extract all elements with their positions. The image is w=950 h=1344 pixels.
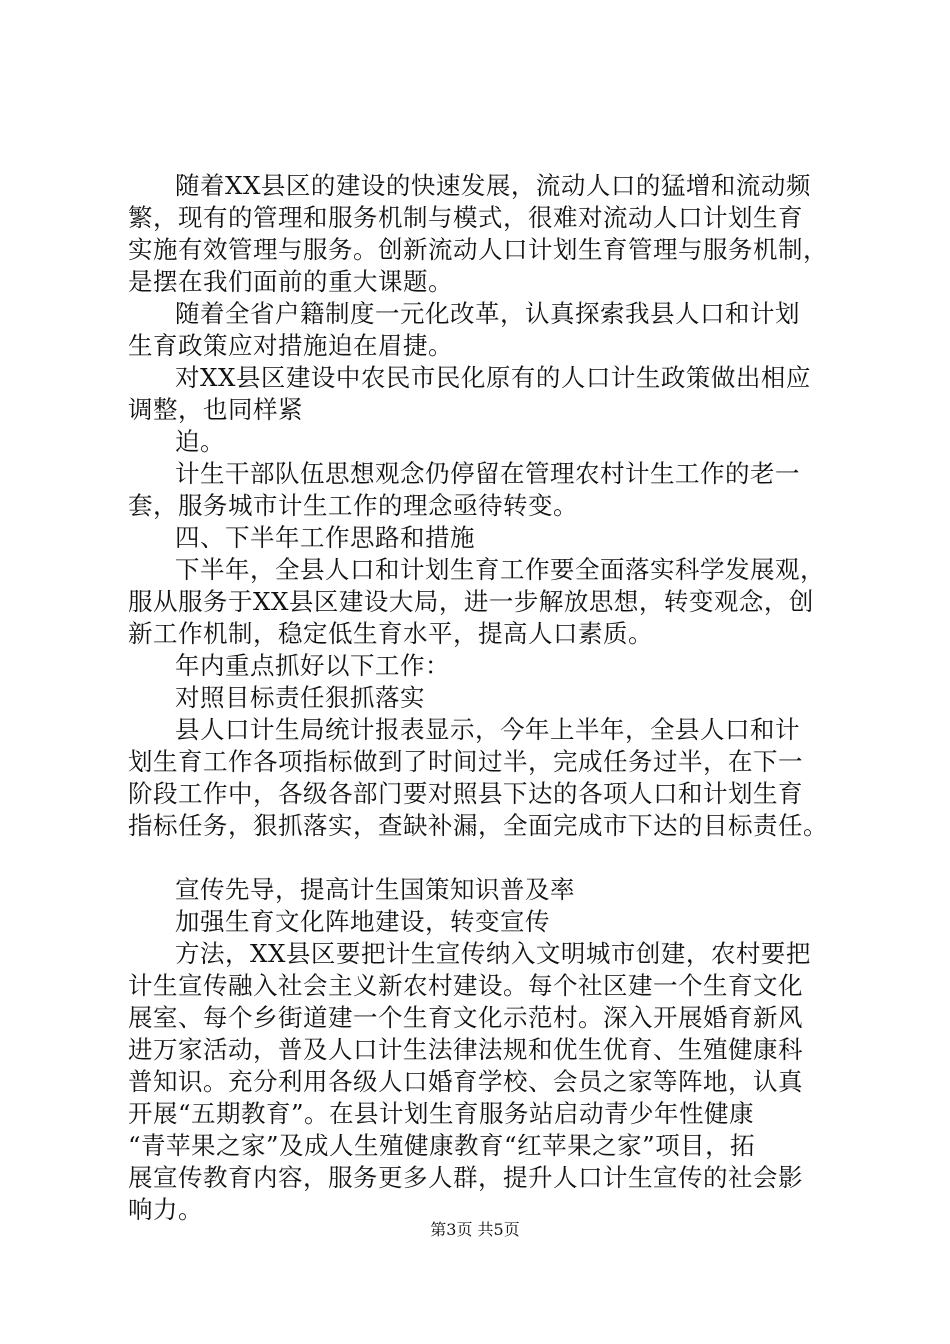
text-line: 随着XX县区的建设的快速发展，流动人口的猛增和流动频 xyxy=(175,171,811,200)
text-line: 调整，也同样紧 xyxy=(128,395,303,424)
blank-line xyxy=(128,842,848,874)
text-line: 指标任务，狠抓落实，查缺补漏，全面完成市下达的目标责任。 xyxy=(128,811,828,840)
text-line: 响力。 xyxy=(128,1195,203,1224)
text-line: 宣传先导，提高计生国策知识普及率 xyxy=(175,875,575,904)
text-line: 是摆在我们面前的重大课题。 xyxy=(128,267,453,296)
text-line: 繁，现有的管理和服务机制与模式，很难对流动人口计划生育 xyxy=(128,203,803,232)
text-line: 四、下半年工作思路和措施 xyxy=(175,523,475,552)
text-line: 方法，XX县区要把计生宣传纳入文明城市创建，农村要把 xyxy=(175,939,811,968)
text-line: 开展“五期教育”。在县计划生育服务站启动青少年性健康 xyxy=(128,1099,755,1128)
text-line: 展宣传教育内容，服务更多人群，提升人口计生宣传的社会影 xyxy=(128,1163,803,1192)
text-line: 随着全省户籍制度一元化改革，认真探索我县人口和计划 xyxy=(175,299,800,328)
text-line: “青苹果之家”及成人生殖健康教育“红苹果之家”项目，拓 xyxy=(128,1131,756,1160)
text-line: 普知识。充分利用各级人口婚育学校、会员之家等阵地，认真 xyxy=(128,1067,803,1096)
text-line: 下半年，全县人口和计划生育工作要全面落实科学发展观， xyxy=(175,555,825,584)
text-line: 新工作机制，稳定低生育水平，提高人口素质。 xyxy=(128,619,653,648)
text-line: 对XX县区建设中农民市民化原有的人口计生政策做出相应 xyxy=(175,363,811,392)
text-line: 计生宣传融入社会主义新农村建设。每个社区建一个生育文化 xyxy=(128,971,803,1000)
text-line: 加强生育文化阵地建设，转变宣传 xyxy=(175,907,550,936)
text-line: 年内重点抓好以下工作： xyxy=(175,651,450,680)
text-line: 对照目标责任狠抓落实 xyxy=(175,683,425,712)
text-line: 进万家活动，普及人口计生法律法规和优生优育、生殖健康科 xyxy=(128,1035,803,1064)
text-line: 展室、每个乡街道建一个生育文化示范村。深入开展婚育新风 xyxy=(128,1003,803,1032)
text-line: 县人口计生局统计报表显示，今年上半年，全县人口和计 xyxy=(175,715,800,744)
text-line: 阶段工作中，各级各部门要对照县下达的各项人口和计划生育 xyxy=(128,779,803,808)
text-line: 套，服务城市计生工作的理念亟待转变。 xyxy=(128,491,578,520)
text-line: 服从服务于XX县区建设大局，进一步解放思想，转变观念，创 xyxy=(128,587,814,616)
text-line: 计生干部队伍思想观念仍停留在管理农村计生工作的老一 xyxy=(175,459,800,488)
page-footer: 第3页 共5页 xyxy=(430,1220,520,1239)
document-body xyxy=(128,170,848,1226)
text-line: 生育政策应对措施迫在眉捷。 xyxy=(128,331,453,360)
text-line: 划生育工作各项指标做到了时间过半，完成任务过半，在下一 xyxy=(128,747,803,776)
text-line: 迫。 xyxy=(175,427,225,456)
text-line: 实施有效管理与服务。创新流动人口计划生育管理与服务机制， xyxy=(128,235,828,264)
